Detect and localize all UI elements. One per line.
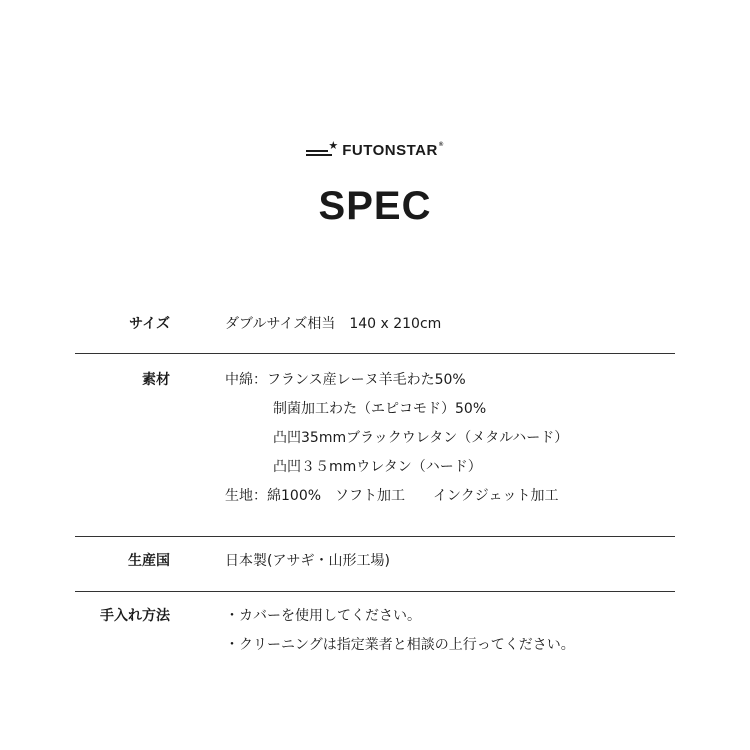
futonstar-logo-mark-icon: ★ (306, 144, 336, 158)
spec-line: ・カバーを使用してください。 (225, 608, 421, 624)
brand-logo (0, 138, 750, 159)
registered-mark: ® (438, 142, 444, 148)
spec-row-size (75, 306, 675, 354)
spec-value-care (225, 602, 675, 660)
spec-label-material: 素材 (142, 372, 170, 388)
spec-row-country (75, 537, 675, 592)
spec-line: ・クリーニングは指定業者と相談の上行ってください。 (225, 637, 575, 653)
spec-line: 制菌加工わた（エピコモド）50% (273, 401, 487, 417)
spec-value-material (225, 366, 675, 511)
spec-line: 凸凹３５mmウレタン（ハード） (273, 459, 482, 475)
page-title: SPEC (318, 184, 432, 228)
spec-label-size: サイズ (129, 316, 170, 332)
spec-label-country: 生産国 (128, 553, 170, 569)
spec-line: 凸凹35mmブラックウレタン（メタルハード） (273, 430, 569, 446)
spec-line: 中綿：フランス産レーヌ羊毛わた50% (225, 372, 466, 388)
spec-row-material (75, 354, 675, 537)
spec-line: 日本製(アサギ・山形工場) (225, 553, 390, 569)
spec-row-care (75, 592, 675, 660)
spec-table (75, 306, 675, 660)
spec-line: ダブルサイズ相当 140 x 210cm (225, 316, 442, 332)
spec-value-country (225, 547, 675, 576)
brand-name: FUTONSTAR® (342, 142, 444, 159)
spec-label-care: 手入れ方法 (100, 608, 170, 624)
spec-value-size (225, 310, 675, 339)
spec-line: 生地：綿100% ソフト加工 インクジェット加工 (225, 488, 559, 504)
